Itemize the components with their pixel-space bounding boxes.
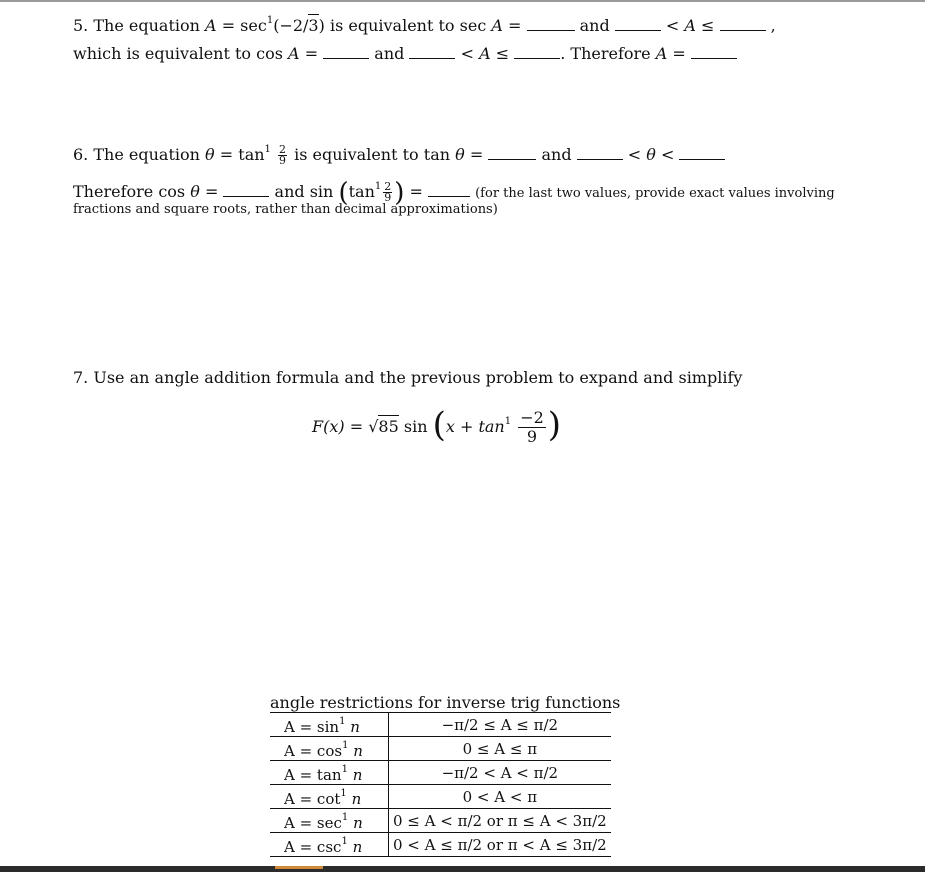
problem-6-theta: θ bbox=[205, 145, 215, 164]
problem-6-sup2: 1 bbox=[374, 181, 382, 192]
table-cell-fn bbox=[270, 785, 389, 809]
fn-var: n bbox=[353, 814, 363, 832]
answer-blank-6c[interactable] bbox=[679, 145, 725, 160]
top-border bbox=[0, 0, 925, 2]
table-cell-range: −π/2 < A < π/2 bbox=[389, 761, 611, 785]
answer-blank-6a[interactable] bbox=[488, 145, 536, 160]
problem-5-var-a: A bbox=[205, 16, 217, 35]
problem-5-number: 5. bbox=[73, 16, 89, 35]
problem-5-and: and bbox=[579, 16, 610, 35]
problem-6-and: and bbox=[541, 145, 572, 164]
fn-label: A = tan bbox=[284, 766, 342, 784]
formula-sqrt-sign: √ bbox=[368, 417, 379, 436]
fn-sup: 1 bbox=[341, 764, 348, 775]
problem-5-line-2 bbox=[73, 44, 737, 64]
problem-6-frac-num: 2 bbox=[279, 143, 286, 156]
problem-6-tan: tan bbox=[348, 182, 375, 201]
problem-5-line-1 bbox=[73, 11, 776, 36]
answer-blank-5e[interactable] bbox=[409, 44, 455, 59]
table-row bbox=[270, 737, 611, 761]
table-row bbox=[270, 809, 611, 833]
table-caption: angle restrictions for inverse trig functions bbox=[270, 693, 621, 712]
formula-fraction bbox=[518, 409, 546, 446]
problem-6-equals: = bbox=[469, 145, 484, 164]
table-cell-fn bbox=[270, 809, 389, 833]
table-cell-range: −π/2 ≤ A ≤ π/2 bbox=[389, 713, 611, 737]
formula-left-paren: ( bbox=[432, 405, 446, 445]
answer-blank-5a[interactable] bbox=[527, 16, 575, 31]
formula-sin: sin bbox=[403, 417, 428, 436]
fn-var: n bbox=[352, 838, 363, 856]
fn-sup: 1 bbox=[340, 788, 347, 799]
left-paren: ( bbox=[338, 178, 349, 208]
problem-6-range: < θ < bbox=[627, 145, 675, 164]
table-cell-fn bbox=[270, 761, 389, 785]
problem-5-final-var: A bbox=[655, 44, 668, 63]
formula-sqrt-val: 85 bbox=[378, 417, 399, 436]
problem-5-comma: , bbox=[770, 16, 776, 35]
table-row bbox=[270, 785, 611, 809]
answer-blank-6e[interactable] bbox=[428, 182, 470, 197]
problem-7-number: 7. bbox=[73, 368, 89, 387]
answer-blank-5b[interactable] bbox=[615, 16, 661, 31]
problem-5-line2-equals: = bbox=[304, 44, 319, 63]
formula-right-paren: ) bbox=[547, 405, 562, 445]
problem-6-sup: 1 bbox=[264, 144, 271, 155]
bottom-border bbox=[0, 866, 925, 872]
problem-6-frac2-den: 9 bbox=[384, 191, 392, 204]
fn-var: n bbox=[351, 790, 362, 808]
formula-frac-den: 9 bbox=[526, 427, 538, 446]
problem-6-number: 6. bbox=[73, 145, 89, 164]
fn-sup: 1 bbox=[342, 740, 349, 751]
problem-7-formula bbox=[312, 402, 561, 447]
problem-5-sqrt: 3 bbox=[308, 16, 319, 35]
problem-6-frac-den: 9 bbox=[279, 154, 286, 167]
problem-6-note: (for the last two values, provide exact values involving bbox=[475, 186, 835, 201]
right-paren: ) bbox=[394, 178, 405, 208]
formula-sup: 1 bbox=[504, 416, 512, 427]
problem-5-line2-var: A bbox=[288, 44, 300, 63]
table-cell-fn bbox=[270, 737, 389, 761]
table-row bbox=[270, 761, 611, 785]
problem-5-therefore: . Therefore bbox=[560, 44, 651, 63]
fn-var: n bbox=[353, 742, 363, 760]
fn-var: n bbox=[350, 718, 360, 736]
problem-6-note-2: fractions and square roots, rather than decimal approximations) bbox=[73, 202, 498, 217]
problem-5-line2-range: < A ≤ bbox=[460, 44, 510, 63]
table-cell-fn bbox=[270, 833, 389, 857]
table-row bbox=[270, 713, 611, 737]
problem-5-var-a2: A bbox=[491, 16, 503, 35]
problem-5-final-equals: = bbox=[672, 44, 686, 63]
problem-6-mid: is equivalent to tan bbox=[294, 145, 451, 164]
problem-6-eq-tan: = tan bbox=[219, 145, 265, 164]
fn-label: A = cot bbox=[284, 790, 341, 808]
problem-5-arg-open: (−2/ bbox=[273, 16, 309, 35]
problem-5-line2-text: which is equivalent to cos bbox=[73, 44, 283, 63]
table-cell-fn bbox=[270, 713, 389, 737]
problem-6-text: The equation bbox=[93, 145, 200, 164]
answer-blank-5f[interactable] bbox=[514, 44, 560, 59]
problem-6-frac2-num: 2 bbox=[384, 180, 392, 193]
problem-5-text: The equation bbox=[93, 16, 200, 35]
formula-lhs: F(x) = bbox=[312, 417, 364, 436]
problem-5-sup: 1 bbox=[266, 15, 274, 26]
answer-blank-6d[interactable] bbox=[223, 182, 269, 197]
bottom-accent bbox=[275, 866, 323, 869]
problem-6-equals3: = bbox=[409, 182, 423, 201]
answer-blank-5d[interactable] bbox=[323, 44, 369, 59]
problem-5-arg-close: ) bbox=[318, 16, 325, 35]
problem-5-mid: is equivalent to sec bbox=[329, 16, 487, 35]
problem-6-theta3: θ bbox=[190, 182, 200, 201]
problem-5-range: < A ≤ bbox=[665, 16, 715, 35]
fn-sup: 1 bbox=[341, 836, 348, 847]
problem-7-line bbox=[73, 368, 742, 388]
formula-frac-num: −2 bbox=[520, 408, 544, 427]
fn-sup: 1 bbox=[341, 812, 349, 823]
problem-6-theta2: θ bbox=[455, 145, 465, 164]
fn-label: A = sec bbox=[284, 814, 342, 832]
problem-6-and-sin: and sin bbox=[274, 182, 334, 201]
formula-x-plus-tan: x + tan bbox=[445, 417, 505, 436]
fn-sup: 1 bbox=[339, 716, 346, 727]
fn-label: A = sin bbox=[284, 718, 340, 736]
table-cell-range: 0 < A ≤ π/2 or π < A ≤ 3π/2 bbox=[389, 833, 611, 857]
table-row bbox=[270, 833, 611, 857]
inverse-trig-table bbox=[270, 712, 611, 857]
answer-blank-6b[interactable] bbox=[577, 145, 623, 160]
problem-5-eq-sec: = sec bbox=[221, 16, 267, 35]
problem-5-equals: = bbox=[508, 16, 522, 35]
table-cell-range: 0 ≤ A < π/2 or π ≤ A < 3π/2 bbox=[389, 809, 611, 833]
fn-var: n bbox=[352, 766, 363, 784]
fn-label: A = csc bbox=[284, 838, 342, 856]
problem-6-fraction bbox=[278, 145, 287, 166]
table-cell-range: 0 < A < π bbox=[389, 785, 611, 809]
table-cell-range: 0 ≤ A ≤ π bbox=[389, 737, 611, 761]
answer-blank-5c[interactable] bbox=[720, 16, 766, 31]
problem-7-text: Use an angle addition formula and the previous problem to expand and simplify bbox=[93, 368, 743, 387]
answer-blank-5g[interactable] bbox=[691, 44, 737, 59]
problem-6-line-1 bbox=[73, 140, 725, 166]
problem-6-therefore: Therefore cos bbox=[73, 182, 186, 201]
fn-label: A = cos bbox=[284, 742, 343, 760]
problem-5-line2-and: and bbox=[374, 44, 405, 63]
problem-6-equals2: = bbox=[204, 182, 219, 201]
